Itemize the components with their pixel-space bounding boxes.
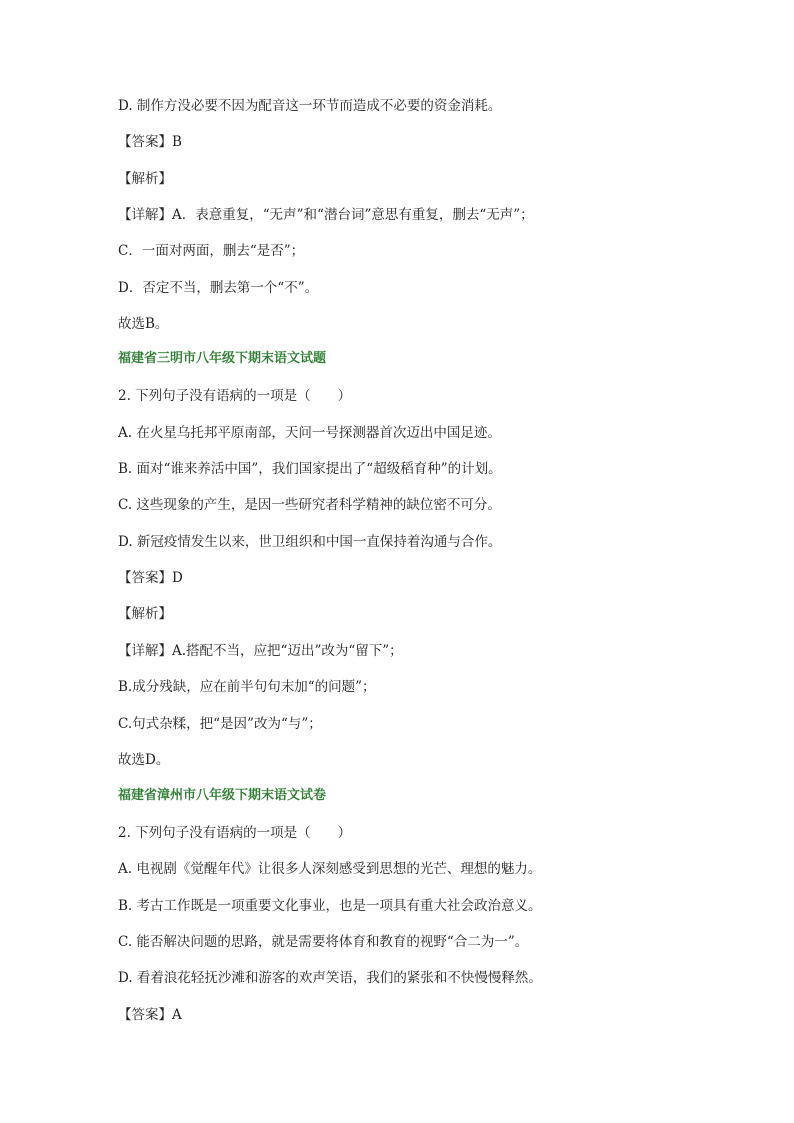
detail-text: 【详解】A.搭配不当，应把“迈出”改为“留下”；	[118, 643, 403, 659]
conclusion-text: 故选B。	[118, 316, 169, 332]
source-heading: 福建省三明市八年级下期末语文试题	[118, 351, 327, 366]
option-a: A. 在火星乌托邦平原南部，天问一号探测器首次迈出中国足迹。	[118, 425, 501, 441]
option-c: C. 这些现象的产生，是因一些研究者科学精神的缺位密不可分。	[118, 497, 501, 513]
source-heading: 福建省漳州市八年级下期末语文试卷	[118, 788, 327, 803]
question-text: 2. 下列句子没有语病的一项是（ ）	[118, 388, 352, 404]
option-a: A. 电视剧《觉醒年代》让很多人深刻感受到思想的光芒、理想的魅力。	[118, 861, 542, 877]
option-d-text: D. 制作方没必要不因为配音这一环节而造成不必要的资金消耗。	[118, 98, 502, 114]
answer-label: 【答案】A	[118, 1007, 182, 1023]
option-d: D. 新冠疫情发生以来，世卫组织和中国一直保持着沟通与合作。	[118, 534, 502, 550]
note-c: C．一面对两面，删去“是否”；	[118, 243, 305, 259]
answer-label: 【答案】B	[118, 134, 182, 150]
detail-text: 【详解】A．表意重复，“无声”和“潜台词”意思有重复，删去“无声”；	[118, 207, 534, 223]
note-b: B.成分残缺，应在前半句句末加“的问题”；	[118, 679, 376, 695]
question-text: 2. 下列句子没有语病的一项是（ ）	[118, 825, 352, 841]
option-c: C. 能否解决问题的思路，就是需要将体育和教育的视野“合二为一”。	[118, 934, 529, 950]
option-b: B. 考古工作既是一项重要文化事业，也是一项具有重大社会政治意义。	[118, 898, 542, 914]
note-c: C.句式杂糅，把“是因”改为“与”；	[118, 716, 322, 732]
option-d: D. 看着浪花轻抚沙滩和游客的欢声笑语，我们的紧张和不快慢慢释然。	[118, 970, 542, 986]
note-d: D．否定不当，删去第一个“不”。	[118, 280, 319, 296]
analysis-label: 【解析】	[118, 606, 172, 622]
answer-label: 【答案】D	[118, 570, 183, 586]
analysis-label: 【解析】	[118, 171, 172, 187]
conclusion-text: 故选D。	[118, 752, 170, 768]
option-b: B. 面对“谁来养活中国”，我们国家提出了“超级稻育种”的计划。	[118, 461, 502, 477]
